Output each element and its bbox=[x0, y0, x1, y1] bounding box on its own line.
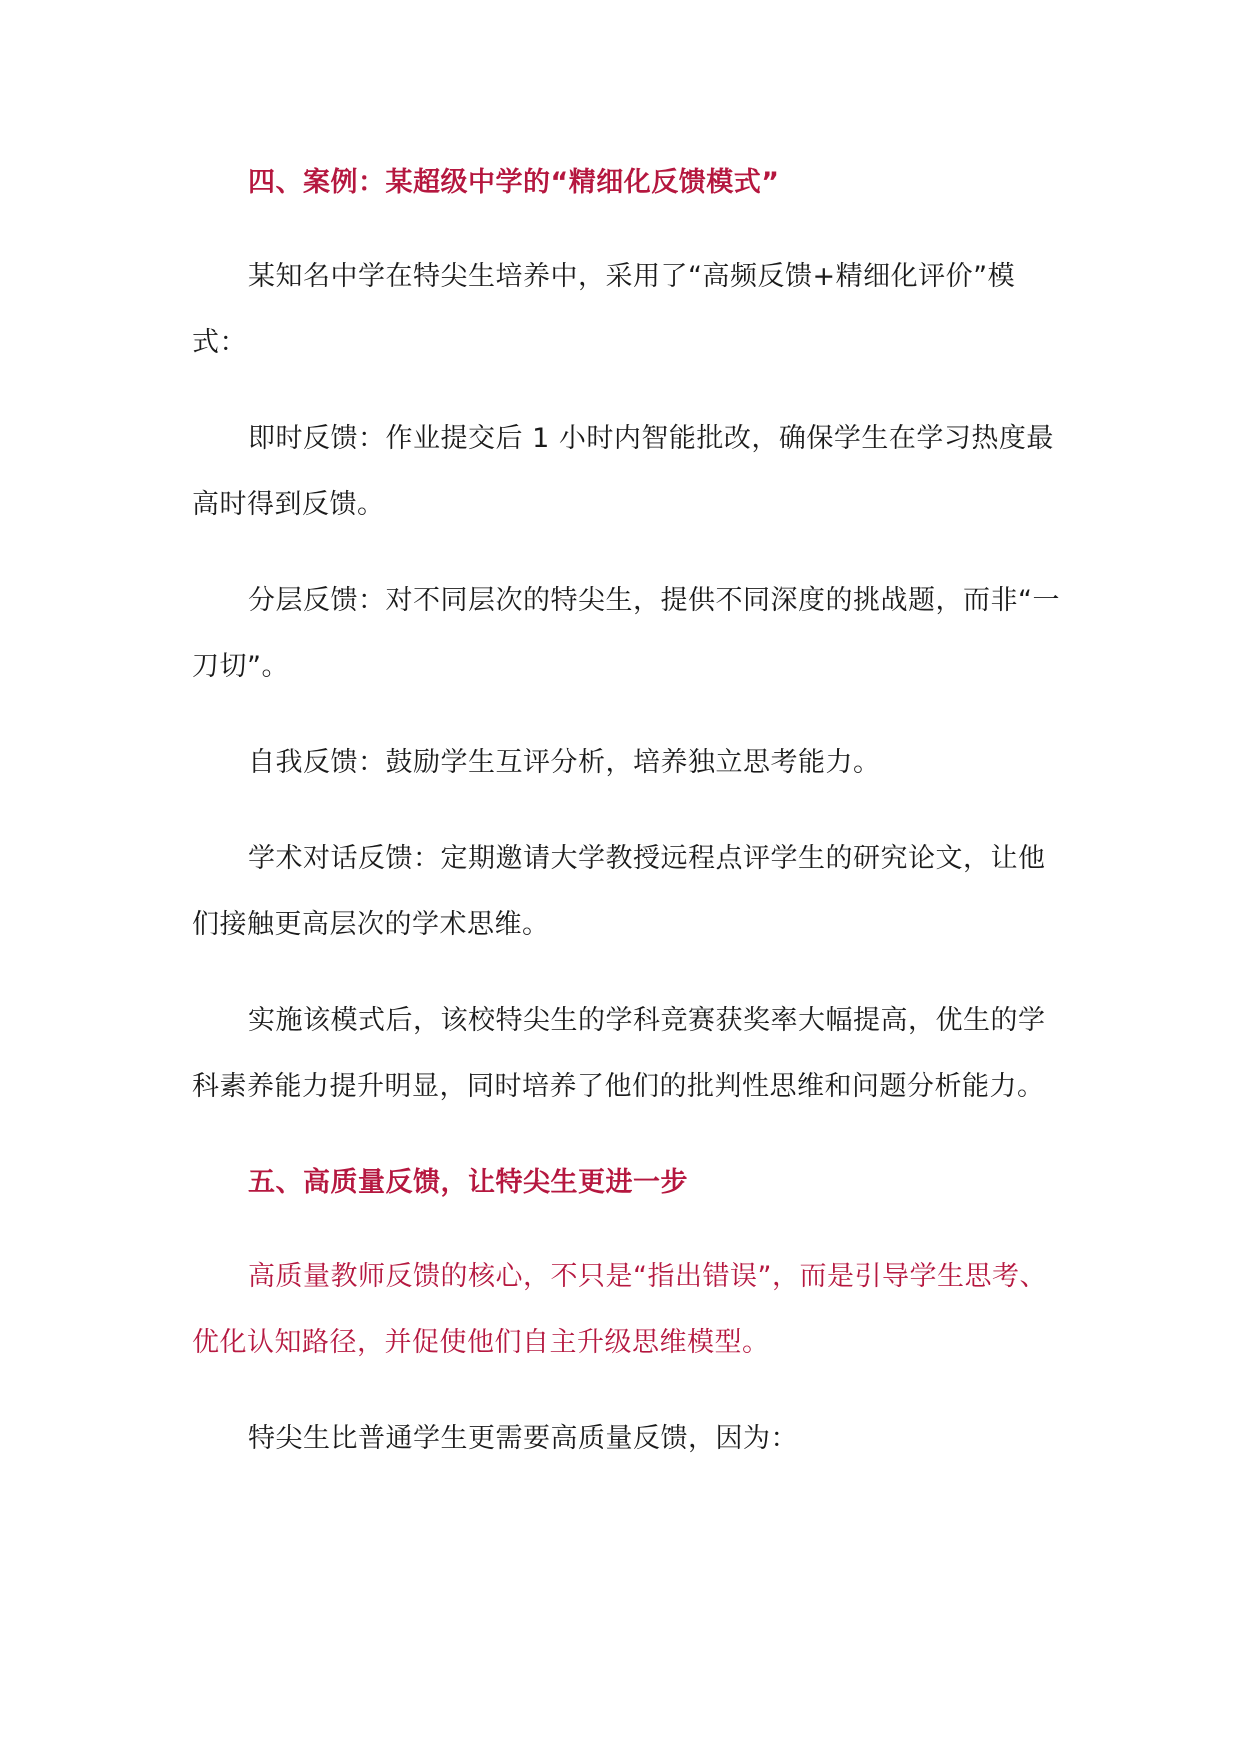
item-academic-dialogue-feedback: 学术对话反馈：定期邀请大学教授远程点评学生的研究论文，让他们接触更高层次的学术思维。 bbox=[192, 843, 1046, 940]
item-immediate-feedback: 即时反馈：作业提交后 1 小时内智能批改，确保学生在学习热度最高时得到反馈。 bbox=[192, 423, 1054, 520]
item-tiered-feedback: 分层反馈：对不同层次的特尖生，提供不同深度的挑战题，而非“一刀切”。 bbox=[192, 585, 1060, 682]
item-self-feedback: 自我反馈：鼓励学生互评分析，培养独立思考能力。 bbox=[248, 747, 881, 778]
section-4-result: 实施该模式后，该校特尖生的学科竞赛获奖率大幅提高，优生的学科素养能力提升明显，同时培养了他们的批判性思维和问题分析能力。 bbox=[192, 1005, 1046, 1102]
document-page bbox=[192, 150, 1064, 1472]
section-5-reason-intro: 特尖生比普通学生更需要高质量反馈，因为： bbox=[248, 1423, 798, 1454]
section-4-heading: 四、案例：某超级中学的“精细化反馈模式” bbox=[248, 167, 780, 198]
section-4-intro: 某知名中学在特尖生培养中，采用了“高频反馈+精细化评价”模式： bbox=[192, 261, 1016, 358]
section-5-core: 高质量教师反馈的核心，不只是“指出错误”，而是引导学生思考、优化认知路径，并促使他们自主升级思维模型。 bbox=[192, 1261, 1047, 1358]
section-5-heading: 五、高质量反馈，让特尖生更进一步 bbox=[248, 1167, 688, 1198]
